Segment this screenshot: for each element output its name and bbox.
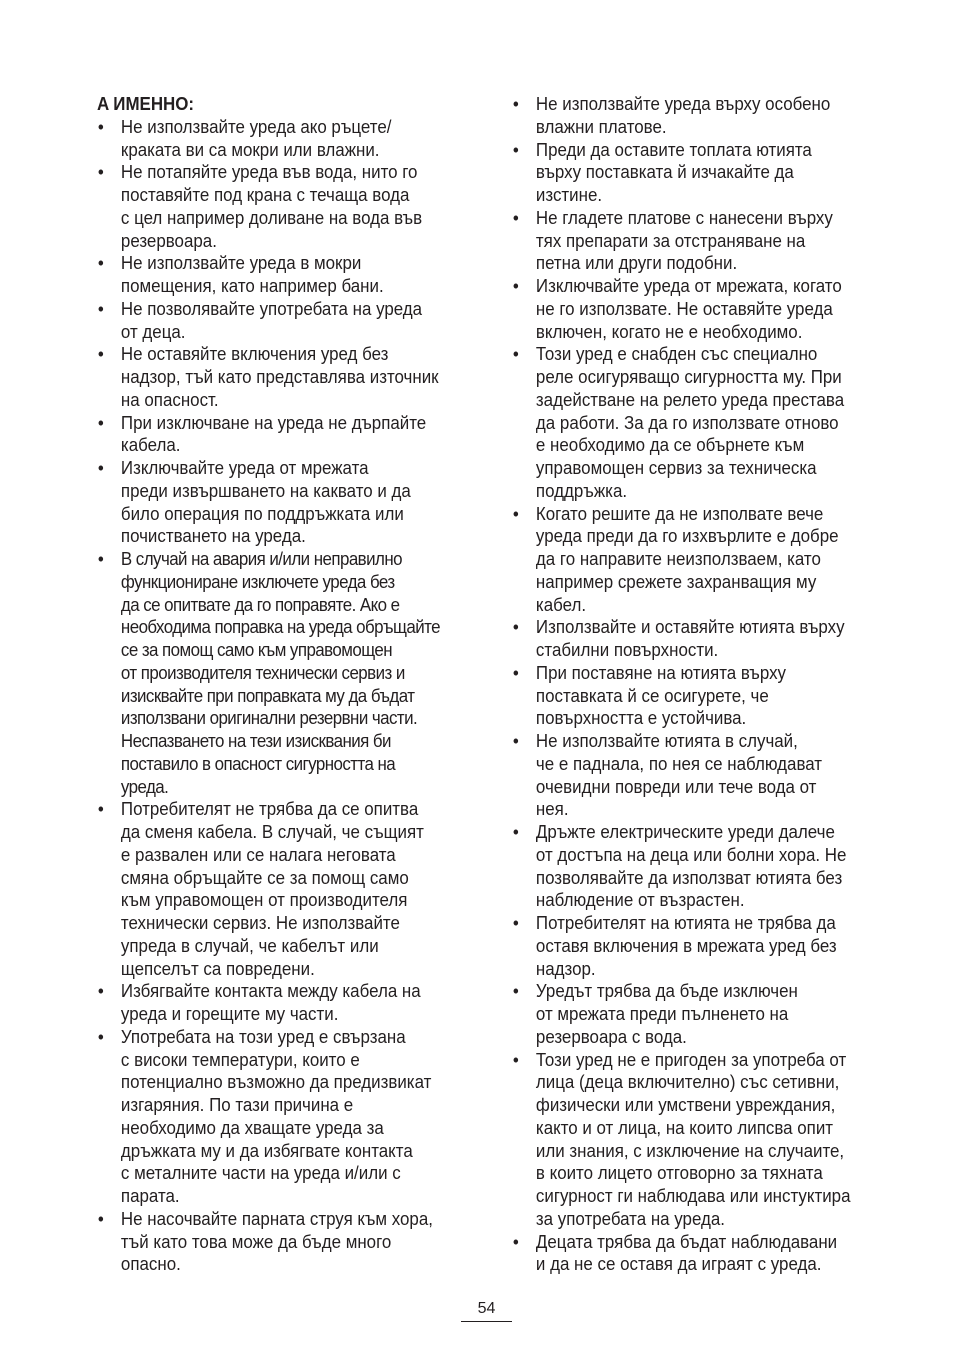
list-item-text: Този уред не е пригоден за употреба от лица (деца включително) със сетивни, физически или умствени увреждания, както и от лица, на които липсва опит или знания, с изключение на случаите, в които лицето отговорно за тяхната сигурност ги наблюдава или инстуктира за употребата на уреда. xyxy=(535,1048,851,1229)
list-item xyxy=(512,275,877,343)
list-item xyxy=(512,912,877,980)
list-item-text: Не потапяйте уреда във вода, нито го поставяйте под крана с течаща вода с цел например доливане на вода във резервоара. xyxy=(120,161,423,251)
list-item-text: Децата трябва да бъдат наблюдавани и да не се оставя да играят с уреда. xyxy=(535,1230,838,1275)
bullet-icon: • xyxy=(512,730,519,751)
list-item xyxy=(97,798,470,980)
list-item xyxy=(512,730,877,821)
bullet-icon: • xyxy=(512,93,519,114)
bullet-icon: • xyxy=(512,502,519,524)
bullet-icon: • xyxy=(97,297,104,319)
bullet-icon: • xyxy=(97,252,104,274)
list-item-text: Не оставяйте включения уред без надзор, тъй като представлява източник на опасност. xyxy=(120,343,439,410)
list-item xyxy=(512,93,877,139)
bullet-icon: • xyxy=(512,343,519,365)
bullet-icon: • xyxy=(97,161,104,183)
list-item xyxy=(97,343,470,411)
page-number: 54 xyxy=(477,1300,496,1317)
list-item xyxy=(97,298,470,344)
list-item-text: Избягвайте контакта между кабела на уреда и горещите му части. xyxy=(120,980,421,1024)
list-item-text: Когато решите да не изполвате вече уреда преди да го изхвърлите е добре да го направите неизползваем, като например срежете захранващия му кабел. xyxy=(535,502,839,615)
left-column xyxy=(97,93,470,1276)
list-item-text: Уредът трябва да бъде изключен от мрежата преди пълненето на резервоара с вода. xyxy=(535,980,798,1047)
list-item xyxy=(97,412,470,458)
list-item xyxy=(512,980,877,1048)
list-item xyxy=(97,252,470,298)
bullet-icon: • xyxy=(97,343,104,365)
bullet-icon: • xyxy=(512,912,519,933)
list-item-text: Не използвайте уреда ако ръцете/ краката ви са мокри или влажни. xyxy=(120,115,392,160)
left-bullet-list xyxy=(97,116,470,1276)
list-item-text: Изключвайте уреда от мрежата, когато не го използвате. Не оставяйте уреда включен, когато не е необходимо. xyxy=(535,275,842,342)
bullet-icon: • xyxy=(97,115,104,137)
list-item xyxy=(512,343,877,502)
list-item xyxy=(97,548,470,798)
list-item-text: Потребителят не трябва да се опитва да сменя кабела. В случай, че същият е развален или се налага неговата смяна обръщайте се за помощ само към управомощен от производителя технически сервиз. Не използвайте упреда в случай, че кабелът или щепселът са повредени. xyxy=(120,798,424,979)
list-item-text: Дръжте електрическите уреди далече от достъпа на деца или болни хора. Не позволявайте да използват ютията без наблюдение от възрастен. xyxy=(535,821,847,911)
bullet-icon: • xyxy=(97,798,104,820)
list-item-text: Не използвайте уреда върху особено влажни платове. xyxy=(535,93,831,137)
list-item-text: Не използвайте уреда в мокри помещения, като например бани. xyxy=(120,252,384,296)
right-bullet-list xyxy=(512,93,877,1276)
list-item-text: Изключвайте уреда от мрежата преди извършването на каквато и да било операция по поддръжката или почистването на уреда. xyxy=(120,457,411,547)
list-item xyxy=(512,139,877,207)
list-item-text: При изключване на уреда не дърпайте кабела. xyxy=(120,411,427,456)
bullet-icon: • xyxy=(512,821,519,842)
section-heading: A ИМЕННО: xyxy=(97,93,195,114)
list-item xyxy=(512,821,877,912)
bullet-icon: • xyxy=(512,661,519,683)
list-item-text: Не гладете платове с нанесени върху тях препарати за отстраняване на петна или други подобни. xyxy=(535,206,833,274)
list-item-text: В случай на авария и/или неправилно функциониране изключете уреда без да се опитвате да го поправяте. Ако е необходима поправка на уреда обръщайте се за помощ само към управомощен от производителя технически сервиз и изисквайте при поправката му да бъдат използвани оригинални резервни части. Неспазването на тези изисквания би поставило в опасност сигурността на уреда. xyxy=(120,548,441,797)
bullet-icon: • xyxy=(512,138,519,160)
list-item xyxy=(97,457,470,548)
bullet-icon: • xyxy=(512,275,519,296)
bullet-icon: • xyxy=(97,548,104,569)
list-item xyxy=(512,662,877,730)
bullet-icon: • xyxy=(512,616,519,638)
list-item-text: Употребата на този уред е свързана с високи температури, които е потенциално възможно да предизвикат изгаряния. По тази причина е необходимо да хващате уреда за дръжката му и да избягвате контакта с металните части на уреда и/или с парата. xyxy=(120,1025,432,1206)
list-item-text: Не използвайте ютията в случай, че е паднала, по нея се наблюдават очевидни повреди или тече вода от нея. xyxy=(535,730,823,820)
bullet-icon: • xyxy=(512,1230,519,1252)
list-item xyxy=(97,1208,470,1276)
bullet-icon: • xyxy=(97,980,104,1002)
list-item xyxy=(512,616,877,662)
bullet-icon: • xyxy=(512,206,519,228)
bullet-icon: • xyxy=(97,457,104,478)
list-item xyxy=(512,207,877,275)
list-item xyxy=(97,980,470,1026)
list-item xyxy=(97,116,470,162)
list-item xyxy=(512,503,877,617)
bullet-icon: • xyxy=(97,1025,104,1047)
list-item xyxy=(97,1026,470,1208)
list-item-text: Потребителят на ютията не трябва да оставя включения в мрежата уред без надзор. xyxy=(535,912,837,979)
bullet-icon: • xyxy=(97,1207,104,1229)
bullet-icon: • xyxy=(512,1048,519,1070)
list-item-text: Не насочвайте парната струя към хора, тъй като това може да бъде много опасно. xyxy=(120,1207,433,1275)
list-item xyxy=(512,1049,877,1231)
list-item-text: Използвайте и оставяйте ютията върху стабилни повърхности. xyxy=(535,616,845,660)
page-number-underline xyxy=(461,1321,512,1322)
list-item xyxy=(97,161,470,252)
list-item xyxy=(512,1231,877,1277)
list-item-text: Този уред е снабден със специално реле осигуряващо сигурността му. При задействане на релето уреда престава да работи. За да го използвате отново е необходимо да се обърнете към управомощен сервиз за техническа поддръжка. xyxy=(535,343,845,501)
list-item-text: При поставяне на ютията върху поставката й се осигурете, че повърхността е устойчива. xyxy=(535,661,787,729)
bullet-icon: • xyxy=(97,411,104,433)
right-column xyxy=(512,93,877,1276)
list-item-text: Преди да оставите топлата ютията върху поставката й изчакайте да изстине. xyxy=(535,138,812,205)
list-item-text: Не позволявайте употребата на уреда от деца. xyxy=(120,297,423,342)
bullet-icon: • xyxy=(512,980,519,1002)
